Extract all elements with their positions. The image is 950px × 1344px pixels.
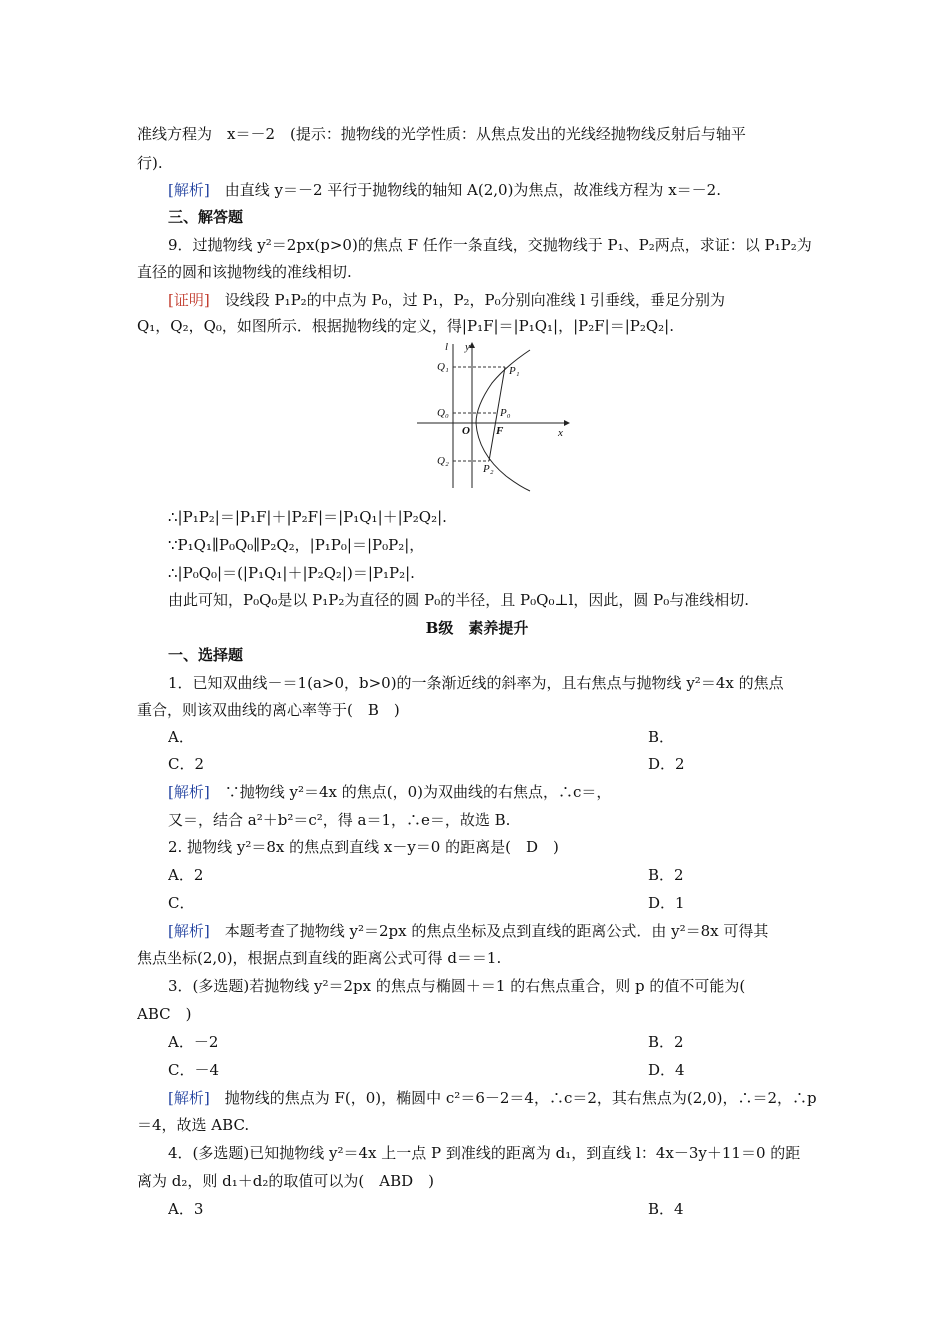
section-title: B级 素养提升 bbox=[425, 619, 529, 637]
label-q2: Q₂ bbox=[437, 455, 449, 467]
option-row bbox=[168, 1199, 818, 1219]
option-row bbox=[168, 754, 818, 774]
analysis-text: 由直线 y＝－2 平行于抛物线的轴知 A(2,0)为焦点，故准线方程为 x＝－2. bbox=[209, 181, 721, 199]
option-c: C．2 bbox=[168, 755, 205, 773]
analysis-tag: [解析] bbox=[168, 783, 210, 801]
label-q0: Q₀ bbox=[437, 407, 449, 419]
proof-tag: [证明] bbox=[168, 291, 210, 309]
question-text: 4．(多选题)已知抛物线 y²＝4x 上一点 P 到准线的距离为 d₁，到直线 l：4x－3y＋11＝0 的距 bbox=[168, 1144, 801, 1162]
analysis-tag: [解析] bbox=[168, 922, 210, 940]
text-line: ＝4，故选 ABC. bbox=[137, 1116, 250, 1134]
label-y: y bbox=[465, 341, 470, 353]
text-line: Q₁，Q₂，Q₀，如图所示．根据抛物线的定义，得|P₁F|＝|P₁Q₁|，|P₂F|＝|P₂Q₂|. bbox=[137, 317, 674, 335]
option-b: B．2 bbox=[648, 1033, 684, 1051]
text-line: ∴|P₀Q₀|＝(|P₁Q₁|＋|P₂Q₂|)＝|P₁P₂|. bbox=[168, 564, 415, 582]
analysis-line bbox=[168, 921, 818, 941]
x-axis-arrow bbox=[564, 420, 570, 426]
text-line: 焦点坐标(2,0)，根据点到直线的距离公式可得 d＝＝1. bbox=[137, 949, 502, 967]
option-c: C． bbox=[168, 894, 195, 912]
label-p1: P₁ bbox=[509, 365, 520, 377]
analysis-text: ∵抛物线 y²＝4x 的焦点(，0)为双曲线的右焦点，∴c＝， bbox=[209, 783, 612, 801]
label-p0: P₀ bbox=[500, 407, 511, 419]
text-line: ∵P₁Q₁∥P₀Q₀∥P₂Q₂，|P₁P₀|＝|P₀P₂|， bbox=[168, 536, 425, 554]
option-row bbox=[168, 727, 818, 747]
question-text: 9．过抛物线 y²＝2px(p>0)的焦点 F 任作一条直线，交抛物线于 P₁、P₂两点，求证：以 P₁P₂为 bbox=[168, 236, 812, 254]
parabola-figure bbox=[414, 338, 574, 496]
question-text: 直径的圆和该抛物线的准线相切. bbox=[137, 263, 352, 281]
label-p2: P₂ bbox=[483, 463, 494, 475]
text-line: 准线方程为 x＝－2 (提示：抛物线的光学性质：从焦点发出的光线经抛物线反射后与轴平 bbox=[137, 125, 746, 143]
analysis-text: 抛物线的焦点为 F(，0)，椭圆中 c²＝6－2＝4，∴c＝2，其右焦点为(2,0)，∴＝2，∴p bbox=[209, 1089, 817, 1107]
analysis-tag: [解析] bbox=[168, 181, 210, 199]
option-d: D．1 bbox=[648, 894, 685, 912]
option-a: A．2 bbox=[168, 866, 204, 884]
analysis-tag: [解析] bbox=[168, 1089, 210, 1107]
option-b: B． bbox=[648, 728, 675, 746]
option-b: B．4 bbox=[648, 1200, 684, 1218]
text-line: 行). bbox=[137, 154, 163, 172]
option-row bbox=[168, 893, 818, 913]
option-row bbox=[168, 1060, 818, 1080]
proof-line bbox=[168, 290, 818, 310]
option-row bbox=[168, 865, 818, 885]
option-b: B．2 bbox=[648, 866, 684, 884]
text-line: ∴|P₁P₂|＝|P₁F|＋|P₂F|＝|P₁Q₁|＋|P₂Q₂|. bbox=[168, 508, 447, 526]
text-line: 由此可知，P₀Q₀是以 P₁P₂为直径的圆 P₀的半径，且 P₀Q₀⊥l，因此，圆 P₀与准线相切. bbox=[168, 591, 750, 609]
option-a: A．－2 bbox=[168, 1033, 219, 1051]
question-text: 2. 抛物线 y²＝8x 的焦点到直线 x－y＝0 的距离是( D ) bbox=[168, 838, 559, 856]
analysis-line bbox=[168, 782, 818, 802]
y-axis-arrow bbox=[469, 342, 475, 348]
option-d: D．4 bbox=[648, 1061, 685, 1079]
option-a: A．3 bbox=[168, 1200, 204, 1218]
question-text: 1．已知双曲线－＝1(a>0，b>0)的一条渐近线的斜率为，且右焦点与抛物线 y²＝4x 的焦点 bbox=[168, 674, 784, 692]
option-d: D．2 bbox=[648, 755, 685, 773]
question-text: ABC ) bbox=[137, 1005, 192, 1023]
text-line: 又＝，结合 a²＋b²＝c²，得 a＝1，∴e＝，故选 B. bbox=[168, 811, 511, 829]
proof-text: 设线段 P₁P₂的中点为 P₀，过 P₁，P₂，P₀分别向准线 l 引垂线，垂足分别为 bbox=[209, 291, 725, 309]
analysis-line bbox=[168, 180, 818, 200]
section-heading: 一、选择题 bbox=[168, 646, 244, 664]
question-text: 重合，则该双曲线的离心率等于( B ) bbox=[137, 701, 400, 719]
question-text: 离为 d₂，则 d₁＋d₂的取值可以为( ABD ) bbox=[137, 1172, 434, 1190]
label-f: F bbox=[496, 425, 504, 437]
analysis-text: 本题考查了抛物线 y²＝2px 的焦点坐标及点到直线的距离公式．由 y²＝8x 可得其 bbox=[209, 922, 769, 940]
label-q1: Q₁ bbox=[437, 361, 449, 373]
section-heading: 三、解答题 bbox=[168, 208, 244, 226]
option-row bbox=[168, 1032, 818, 1052]
question-text: 3．(多选题)若抛物线 y²＝2px 的焦点与椭圆＋＝1 的右焦点重合，则 p 的值不可能为( bbox=[168, 977, 746, 995]
label-o: O bbox=[462, 425, 470, 437]
analysis-line bbox=[168, 1088, 818, 1108]
label-l: l bbox=[445, 341, 449, 353]
option-c: C．－4 bbox=[168, 1061, 220, 1079]
label-x: x bbox=[558, 427, 563, 439]
option-a: A． bbox=[168, 728, 194, 746]
